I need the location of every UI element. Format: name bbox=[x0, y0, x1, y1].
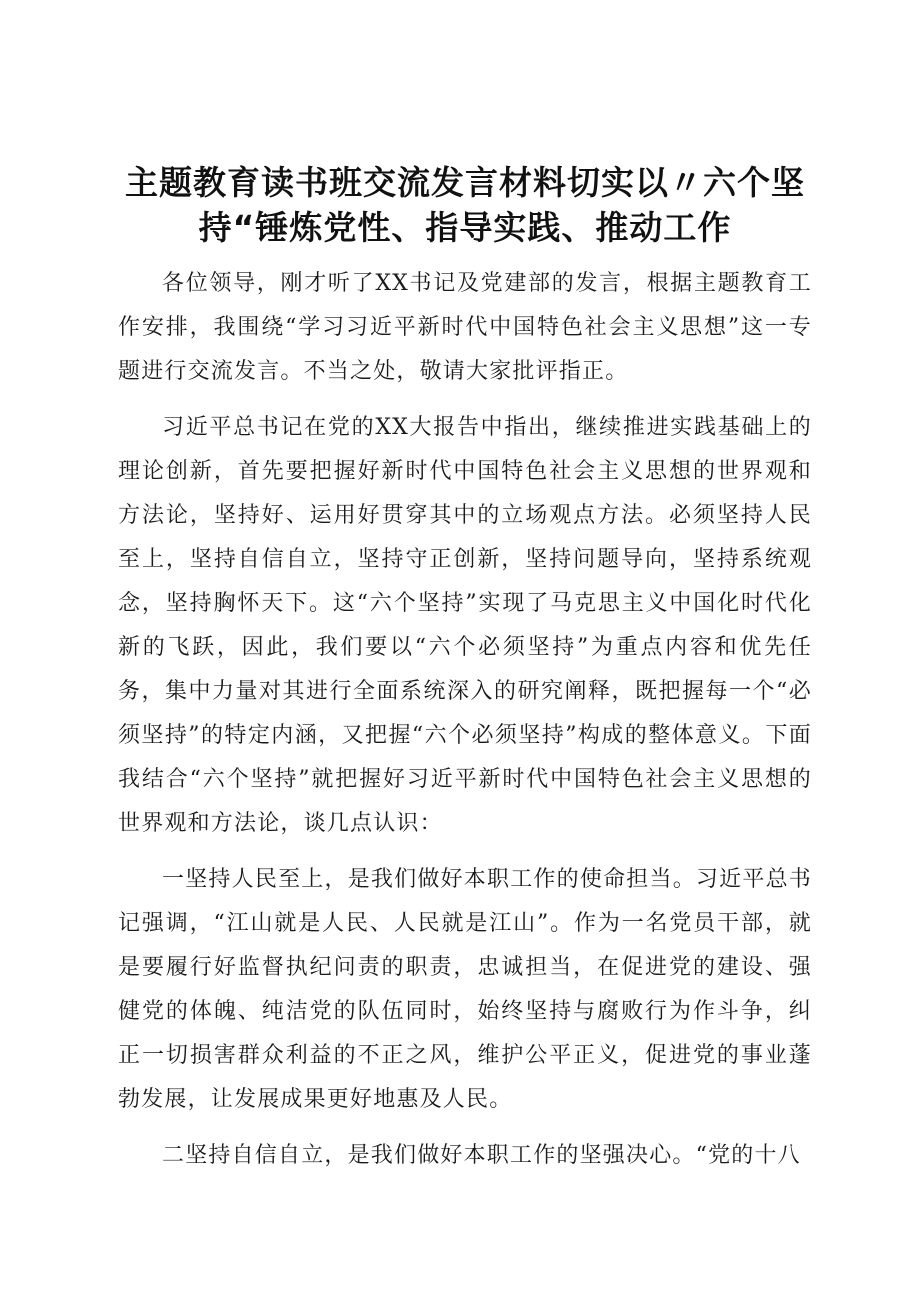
paragraph-opening: 各位领导，刚才听了XX书记及党建部的发言，根据主题教育工作安排，我围绕“学习习近平新时代中国特色社会主义思想”这一专题进行交流发言。不当之处，敬请大家批评指正。 bbox=[118, 271, 812, 384]
document-body bbox=[118, 262, 812, 1178]
document-title: 主题教育读书班交流发言材料切实以〃六个坚持“锤炼党性、指导实践、推动工作 bbox=[125, 163, 805, 247]
paragraph-point-one: 一坚持人民至上，是我们做好本职工作的使命担当。习近平总书记强调，“江山就是人民、人民就是江山”。作为一名党员干部，就是要履行好监督执纪问责的职责，忠诚担当，在促进党的建设、强健党的体魄、纯洁党的队伍同时，始终坚持与腐败行为作斗争，纠正一切损害群众利益的不正之风，维护公平正义，促进党的事业蓬勃发展，让发展成果更好地惠及人民。 bbox=[118, 867, 812, 1112]
paragraph-point-two: 二坚持自信自立，是我们做好本职工作的坚强决心。“党的十八 bbox=[162, 1143, 801, 1168]
paragraph-intro: 习近平总书记在党的XX大报告中指出，继续推进实践基础上的理论创新，首先要把握好新时代中国特色社会主义思想的世界观和方法论，坚持好、运用好贯穿其中的立场观点方法。必须坚持人民至上，坚持自信自立，坚持守正创新，坚持问题导向，坚持系统观念，坚持胸怀天下。这“六个坚持”实现了马克思主义中国化时代化新的飞跃，因此，我们要以“六个必须坚持”为重点内容和优先任务，集中力量对其进行全面系统深入的研究阐释，既把握每一个“必须坚持”的特定内涵，又把握“六个必须坚持”构成的整体意义。下面我结合“六个坚持”就把握好习近平新时代中国特色社会主义思想的世界观和方法论，谈几点认识： bbox=[118, 415, 812, 836]
